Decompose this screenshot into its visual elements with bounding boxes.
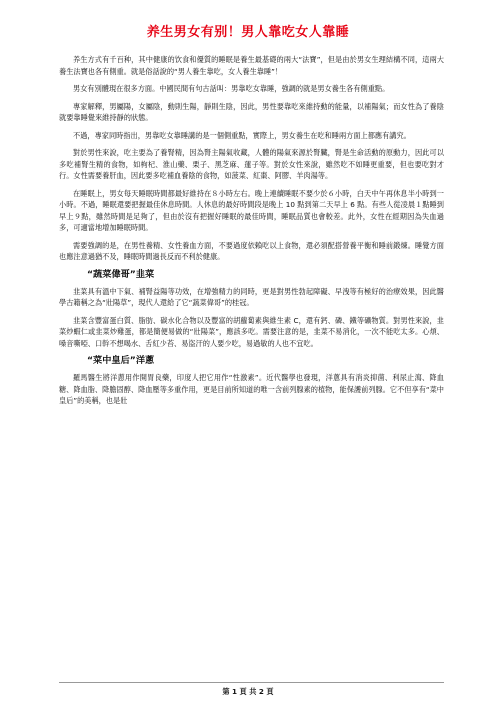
article-body — [59, 54, 444, 413]
footer-divider — [59, 682, 444, 683]
section-heading-chives: “蔬菜偉哥”韭菜 — [87, 268, 155, 280]
paragraph: 對於男性來說，吃主要為了養腎精，因為腎主陽氣收藏，人體的陽氣來源於腎臟，腎是生命活動的原動力，因此可以多吃補腎生精的食物，如枸杞、淮山藥、栗子、黑芝麻、蓮子等。對於女性來說，雖然吃不如睡更重要，但也要吃對才行。女性需要養肝血，因此要多吃補血養陰的食物，如菠菜、紅棗、阿膠、羊肉湯等。 — [59, 148, 444, 180]
paragraph: 韭菜具有溫中下氣、補腎益陽等功效，在增強精力的同時，更是對男性勃起障礙、早洩等有極好的治療效果，因此醫學古籍稱之為“壯陽草”，現代人還給了它“蔬菜偉哥”的桂冠。 — [59, 286, 444, 307]
page-number: 第 1 頁 共 2 頁 — [222, 687, 274, 696]
article-title: 养生男女有别！男人靠吃女人靠睡 — [146, 25, 350, 40]
paragraph: 在睡眠上，男女每天睡眠時間都最好維持在８小時左右。晚上連續睡眠不要少於６小時，白天中午再休息半小時到一小時。不過，睡眠還要把握最佳休息時間。人休息的最好時間段是晚上 10 點到第二天早上 6 點。有些人從凌晨１點睡到早上９點，雖然時間是足夠了，但由於沒有把握好睡眠的最佳時間，睡眠品質也會較差。此外，女性在經期因為失血過多，可適當地增加睡眠時間。 — [59, 188, 444, 232]
paragraph: 韭菜含豐富蛋白質、脂肪、碳水化合物以及豐富的胡蘿蔔素與維生素 C，還有鈣、磷、鐵等礦物質。對男性來說，韭菜炒蝦仁或韭菜炒雞蛋，都是簡便易做的“壯陽菜”，應該多吃。需要注意的是，韭菜不易消化，一次不能吃太多。心煩、嗓音嘶啞、口幹不想喝水、舌紅少苔、易盜汗的人要少吃，易過敏的人也不宜吃。 — [59, 315, 444, 348]
paragraph: 养生方式有千百种，其中健康的饮食和優質的睡眠是養生最基礎的兩大“法寶”，但是由於男女生理結構不同，這兩大養生法寶也各有側重。就是俗話說的“男人養生靠吃，女人養生靠睡”！ — [59, 55, 444, 76]
paragraph: 專家解釋，男屬陽，女屬陰，動則生陽，靜則生陰，因此，男性要靠吃來維持動的能量，以補陽氣；而女性為了養陰就要靠睡覺來維持靜的狀態。 — [59, 101, 444, 122]
paragraph: 需要強調的是，在男性養精、女性養血方面，不要過度依賴吃以上食物，還必須配搭營養平衡和睡前鍛煉。睡覺方面也應注意過猶不及，睡眠時間過長反而不利於健康。 — [59, 240, 444, 261]
section-heading-onion: “菜中皇后”洋蔥 — [87, 355, 155, 366]
paragraph: 男女有別體現在很多方面。中國民間有句古話叫：男靠吃女靠睡，強調的就是男女養生各有側重點。 — [73, 84, 390, 93]
paragraph: 不過，專家同時指出，男靠吃女靠睡講的是一個側重點，實際上，男女養生在吃和睡兩方面上都應有講究。 — [73, 130, 411, 140]
paragraph: 羅馬醫生將洋蔥用作開胃良藥，印度人把它用作“性激素”。近代醫學也發現，洋蔥具有消炎抑菌、利尿止瀉、降血糖、降血脂、降膽固醇、降血壓等多重作用，更是目前所知道的唯一含前列腺素的植物，能保護前列腺。它不但享有“菜中皇后”的美稱，也是壯 — [59, 373, 444, 405]
